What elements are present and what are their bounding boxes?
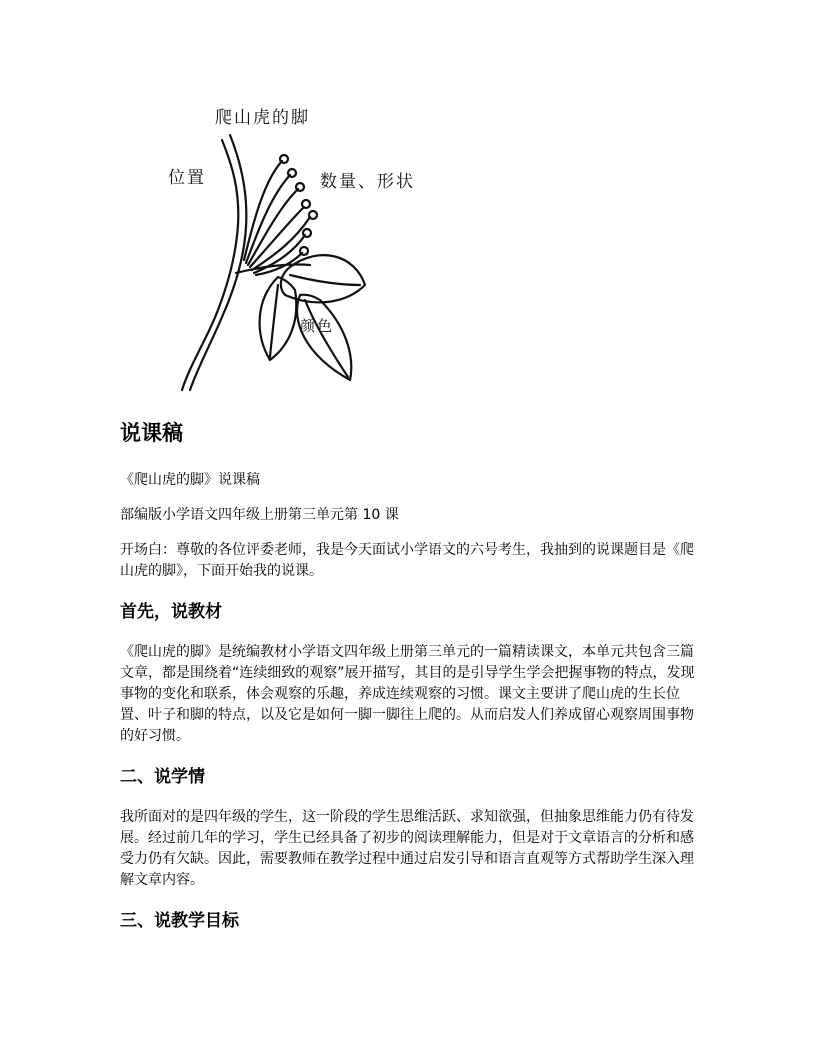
section-heading-textbook: 首先，说教材 [120, 602, 222, 622]
opening-paragraph: 开场白：尊敬的各位评委老师，我是今天面试小学语文的六号考生，我抽到的说课题目是《爬山虎的脚》，下面开始我的说课。 [120, 542, 694, 579]
doc-subtitle: 《爬山虎的脚》说课稿 [120, 472, 260, 488]
label-color: 颜色 [300, 317, 335, 335]
page-title: 说课稿 [120, 421, 183, 445]
section-body-textbook: 《爬山虎的脚》是统编教材小学语文四年级上册第三单元的一篇精读课文，本单元共包含三篇文章，都是围绕着“连续细致的观察”展开描写，其目的是引导学生学会把握事物的特点，发现事物的变化和联系，体会观察的乐趣，养成连续观察的习惯。课文主要讲了爬山虎的生长位置、叶子和脚的特点，以及它是如何一脚一脚往上爬的。从而启发人们养成留心观察周围事物的好习惯。 [120, 644, 695, 744]
doc-edition: 部编版小学语文四年级上册第三单元第 10 课 [120, 507, 399, 523]
section-heading-objectives: 三、说教学目标 [120, 911, 239, 931]
boston-ivy-sketch [160, 95, 430, 395]
label-shape: 数量、形状 [320, 172, 415, 192]
figure-title: 爬山虎的脚 [215, 108, 310, 128]
section-heading-students: 二、说学情 [120, 767, 205, 787]
document-body [120, 418, 700, 951]
label-position: 位置 [168, 168, 206, 188]
section-body-students: 我所面对的是四年级的学生，这一阶段的学生思维活跃、求知欲强，但抽象思维能力仍有待发展。经过前几年的学习，学生已经具备了初步的阅读理解能力，但是对于文章语言的分析和感受力仍有欠缺。因此，需要教师在教学过程中通过启发引导和语言直观等方式帮助学生深入理解文章内容。 [120, 809, 694, 888]
plant-illustration [160, 95, 430, 395]
